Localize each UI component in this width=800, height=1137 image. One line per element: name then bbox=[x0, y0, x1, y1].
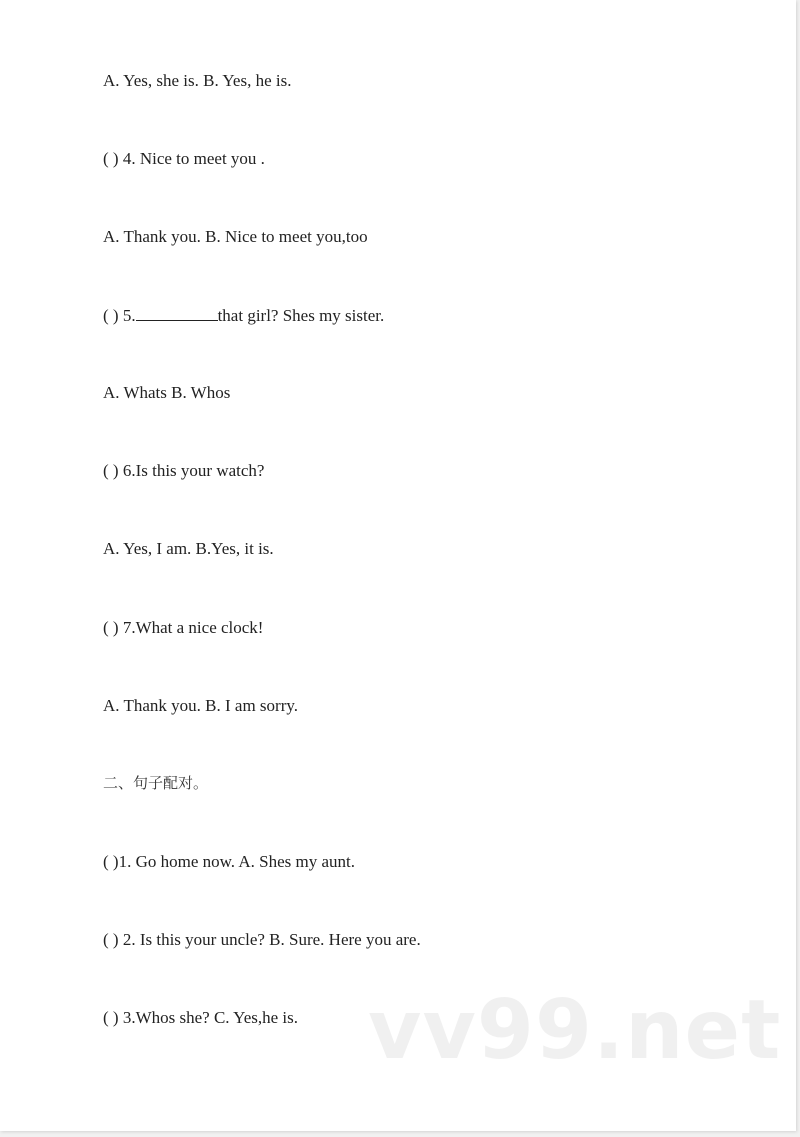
watermark: vv99.net bbox=[368, 983, 782, 1078]
answer-options-q6: A. Yes, I am. B.Yes, it is. bbox=[103, 539, 274, 558]
answer-options-q5: A. Whats B. Whos bbox=[103, 383, 231, 402]
answer-options-q3: A. Yes, she is. B. Yes, he is. bbox=[103, 71, 292, 90]
matching-item-2: ( ) 2. Is this your uncle? B. Sure. Here you are. bbox=[103, 930, 421, 949]
question-7: ( ) 7.What a nice clock! bbox=[103, 618, 264, 637]
question-6: ( ) 6.Is this your watch? bbox=[103, 461, 265, 480]
section-heading: 二、句子配对。 bbox=[103, 774, 209, 792]
matching-item-3: ( ) 3.Whos she? C. Yes,he is. bbox=[103, 1008, 299, 1027]
fill-in-blank bbox=[136, 305, 218, 321]
matching-item-1: ( )1. Go home now. A. Shes my aunt. bbox=[103, 852, 355, 871]
answer-options-q7: A. Thank you. B. I am sorry. bbox=[103, 696, 299, 715]
question-5-number: ( ) 5. bbox=[103, 306, 136, 325]
question-5-text: that girl? Shes my sister. bbox=[217, 306, 385, 325]
answer-options-q4: A. Thank you. B. Nice to meet you,too bbox=[103, 227, 368, 246]
question-5 bbox=[103, 305, 384, 326]
question-4: ( ) 4. Nice to meet you . bbox=[103, 149, 265, 168]
